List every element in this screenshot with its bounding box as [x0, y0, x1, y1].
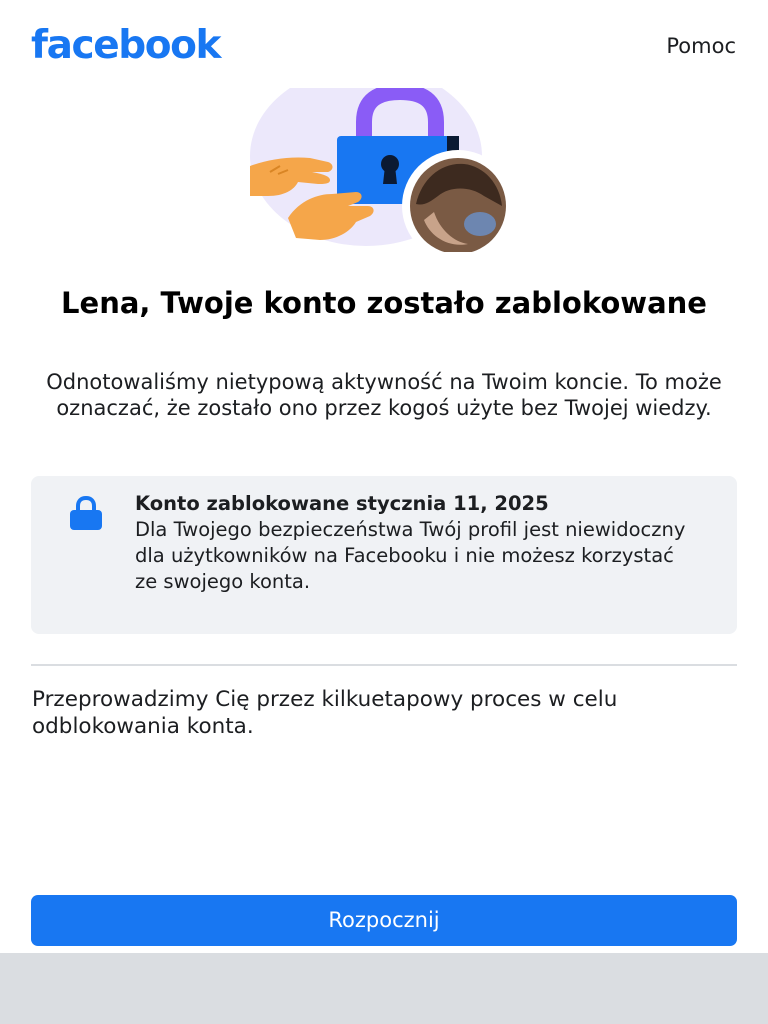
lock-icon	[67, 496, 105, 532]
account-locked-illustration	[244, 88, 524, 252]
divider	[31, 664, 737, 666]
page-title: Lena, Twoje konto zostało zablokowane	[61, 286, 707, 320]
lock-status-card	[31, 476, 737, 634]
bottom-bar	[0, 953, 768, 1024]
unlock-process-note: Przeprowadzimy Cię przez kilkuetapowy proces w celu odblokowania konta.	[32, 687, 618, 739]
facebook-logo: facebook	[31, 23, 221, 68]
account-locked-description: Odnotowaliśmy nietypową aktywność na Twoim koncie. To może oznaczać, że zostało ono przez kogoś użyte bez Twojej wiedzy.	[46, 370, 722, 420]
lock-date-heading: Konto zablokowane stycznia 11, 2025	[135, 492, 549, 515]
start-button[interactable]: Rozpocznij	[31, 895, 737, 946]
lock-status-description: Dla Twojego bezpieczeństwa Twój profil jest niewidoczny dla użytkowników na Facebooku i nie możesz korzystać ze swojego konta.	[135, 518, 686, 593]
help-link[interactable]: Pomoc	[666, 34, 736, 58]
